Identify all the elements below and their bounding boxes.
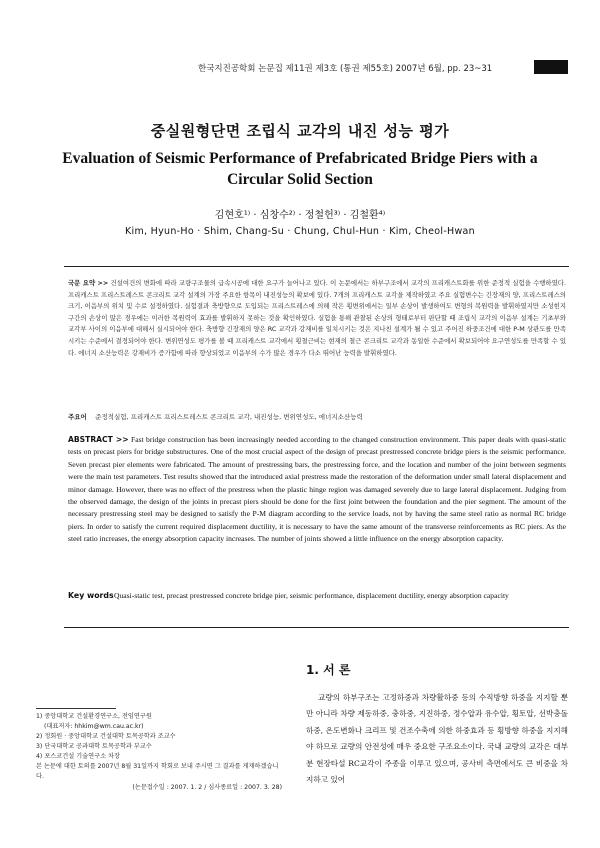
paper-title-korean: 중실원형단면 조립식 교각의 내진 성능 평가 <box>150 122 450 140</box>
authors-english: Kim, Hyun-Ho · Shim, Chang-Su · Chung, Chul-Hun · Kim, Cheol-Hwan <box>124 226 475 237</box>
abstract-korean <box>68 278 566 359</box>
journal-header: 한국지진공학회 논문집 제11권 제3호 (통권 제55호) 2007년 6월, pp. 23~31 <box>198 64 493 74</box>
keywords-english <box>68 590 566 602</box>
keywords-english-text: Quasi-static test, precast prestressed concrete bridge pier, seismic performance, displacement ductility, energy absorption capacity <box>114 591 509 600</box>
footnote-rule <box>36 708 116 709</box>
section-heading-introduction: 1. 서 론 <box>306 663 351 677</box>
abstract-english-label: ABSTRACT >> <box>68 435 129 444</box>
keywords-korean-label: 주요어 <box>68 413 87 421</box>
abstract-english-text: Fast bridge construction has been increasingly needed according to the changed construction environment. This paper deals with quasi-static tests on precast piers for bridge substructures. One of the most crucial aspect of the design of precast prestressed concrete bridge piers is the seismic performance. Seven precast pier elements were fabricated. The amount of prestressing bars, the prestressing force, and the location and number of the joint between segments were the main test parameters. Test results showed that the introduced axial prestress made the restoration of the deformation under small lateral displacement and minor damage. However, there was no effect of the prestress when the plastic hinge region was damaged severely due to large lateral displacement. Judging from the observed damage, the design of the joints in precast piers should be done for the first joint between the foundation and the pier segment. The amount of the necessary prestressing steel may be designed to satisfy the P-M diagram according to the service loads, not by having the same steel ratio as normal RC bridge piers. In order to satisfy the current required displacement ductility, it is necessary to have the same amount of the transverse reinforcements as RC piers. As the steel ratio increases, the energy absorption capacity increases. The number of joints showed a little influence on the energy absorption capacity. <box>68 435 567 544</box>
abstract-korean-label: 국문 요약 >> <box>68 279 109 287</box>
paper-title-english-line2: Circular Solid Section <box>227 171 373 188</box>
footnote-item: 4) 포스코건설 기술연구소 차장 <box>36 753 120 760</box>
keywords-korean-text: 준정적실험, 프리캐스트 프리스트레스트 콘크리트 교각, 내진성능, 변위연성도, 에너지소산능력 <box>95 413 363 421</box>
introduction-body <box>306 690 568 788</box>
abstract-top-rule <box>64 266 569 267</box>
footnote-discussion-note: 본 논문에 대한 토의를 2007년 8월 31일까지 학회로 보내 주시면 그 결과를 게재하겠습니다. <box>36 763 279 780</box>
keywords-english-label: Key words <box>68 591 114 600</box>
keywords-korean <box>68 412 566 421</box>
footnote-item: 3) 단국대학교 공과대학 토목공학과 부교수 <box>36 743 152 750</box>
paper-title-english-line1: Evaluation of Seismic Performance of Prefabricated Bridge Piers with a <box>62 150 538 167</box>
authors-korean: 김현호¹⁾ · 심창수²⁾ · 정철헌³⁾ · 김철환⁴⁾ <box>214 210 386 221</box>
paper-title-english <box>50 148 550 190</box>
introduction-paragraph: 교량의 하부구조는 고정하중과 차량활하중 등의 수직방향 하중을 지지할 뿐만 아니라 차량 제동하중, 충하중, 지진하중, 정수압과 유수압, 횡토압, 선박충돌하중, 온도변화나 크리프 및 건조수축에 의한 하중효과 등 횡방향 하중을 지지해야 하므로 교량의 안전성에 매우 중요한 구조요소이다. 국내 교량의 교각은 대부분 현장타설 RC교각이 주종을 이루고 있으며, 공사비 측면에서도 큰 비중을 차지하고 있어 <box>306 693 568 785</box>
footnotes <box>36 712 286 793</box>
footnote-item: 2) 정회원 · 중앙대학교 건설대학 토목공학과 조교수 <box>36 733 176 740</box>
abstract-bottom-rule <box>64 627 569 628</box>
footnote-item: (대표저자: hhkim@wm.cau.ac.kr) <box>44 723 144 730</box>
footnote-dates: (논문접수일 : 2007. 1. 2 / 심사종료일 : 2007. 3. 28) <box>132 784 282 791</box>
abstract-korean-text: 건설여건의 변화에 따라 교량구조물의 급속시공에 대한 요구가 늘어나고 있다. 이 논문에서는 하부구조에서 교각의 프리캐스트화를 위한 준정적 실험을 수행하였다. 프리캐스트 프리스트레스트 콘크리트 교각 설계의 가장 주요한 항목이 내진성능의 확보에 있다. 7개의 프리캐스트 교각을 제작하였고 주요 실험변수는 긴장재의 양, 프리스트레스의 크기, 이음부의 위치 및 수로 설정하였다. 실험결과 축방향으로 도입되는 프리스트레스에 의해 작은 횡변위에서는 일부 손상이 발생하여도 변형의 복원력을 발휘하였지만 소성힌지구간의 손상이 많은 경우에는 이러한 복원력이 효과를 발휘하지 못하는 것을 확인하였다. 실험을 통해 관찰된 손상의 형태로부터 판단할 때 조립식 교각의 이음부 설계는 기초부와 교각부 사이의 이음부에 대해서 실시되어야 한다. 축방향 긴장재의 양은 RC 교각과 강재비를 일치시키는 것은 지나친 설계가 될 수 있고 주어진 하중조건에 대한 P-M 상관도를 만족시키는 수준에서 결정되어야 한다. 변위연성도 평가를 볼 때 프리캐스트 교각에서 횡철근비는 현재의 철근 콘크리트 교각과 동일한 수준에서 확보되어야 요구연성도를 만족할 수 있다. 에너지 소산능력은 강재비가 증가함에 따라 향상되었고 이음부의 수가 많은 경우가 다소 뛰어난 능력을 발휘하였다. <box>68 279 566 357</box>
footnote-item: 1) 중앙대학교 건설환경연구소, 전임연구원 <box>36 713 152 720</box>
header-page-bar <box>534 60 568 74</box>
abstract-english <box>68 434 566 546</box>
